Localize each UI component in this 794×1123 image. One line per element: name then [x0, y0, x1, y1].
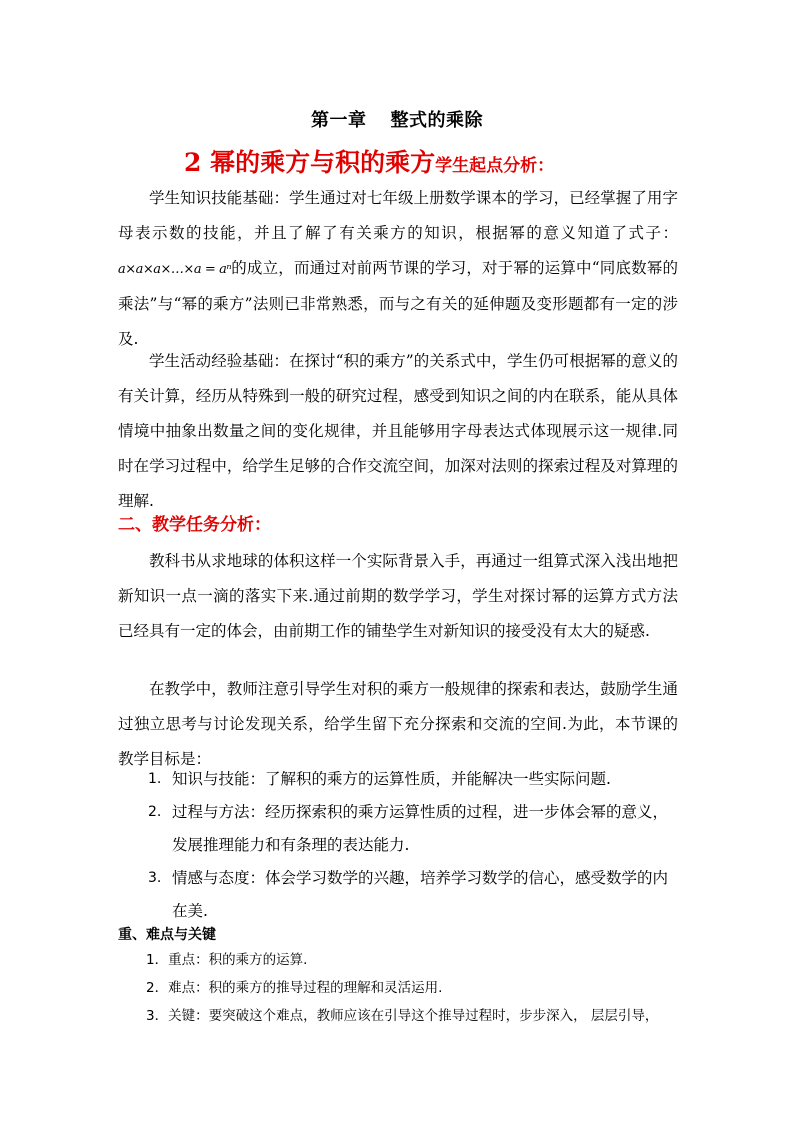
paragraph-text: 的成立，而通过对前两节课的学习，对于幂的运算中“同底数幂的乘法”与“幂的乘方”法则已非常熟悉，而与之有关的延伸题及变形题都有一定的涉及. — [118, 259, 678, 348]
section-title-student-analysis: 学生起点分析： — [435, 156, 555, 176]
list-item — [118, 763, 678, 796]
list-item — [118, 796, 678, 862]
list-item: 2．难点：积的乘方的推导过程的理解和灵活运用. — [146, 980, 443, 996]
paragraph-text: 学生知识技能基础：学生通过对七年级上册数学课本的学习，已经掌握了用字母表示数的技能，并且了解了有关乘方的知识，根据幂的意义知道了式子： — [118, 189, 678, 242]
list-text: 过程与方法：经历探索积的乘方运算性质的过程，进一步体会幂的意义，发展推理能力和有条理的表达能力. — [172, 803, 669, 854]
list-number: 1. — [148, 771, 162, 787]
paragraph-knowledge-basis — [118, 181, 678, 357]
chapter-name: 整式的乘除 — [390, 110, 483, 131]
lesson-title: 2 幂的乘方与积的乘方 — [184, 148, 436, 177]
key-points-heading: 重、难点与关键 — [118, 927, 216, 943]
list-number: 3. — [148, 870, 162, 886]
chapter-heading — [0, 106, 794, 132]
section-heading-task-analysis: 二、教学任务分析： — [118, 515, 271, 535]
list-item — [118, 862, 678, 928]
list-item: 1．重点：积的乘方的运算. — [146, 952, 308, 968]
paragraph-activity-basis: 学生活动经验基础：在探讨“积的乘方”的关系式中，学生仍可根据幂的意义的有关计算，经历从特殊到一般的研究过程，感受到知识之间的内在联系，能从具体情境中抽象出数量之间的变化规律，并且能够用字母表达式体现展示这一规律.同时在学习过程中，给学生足够的合作交流空间，加深对法则的探索过程及对算理的理解. — [118, 352, 678, 510]
chapter-number: 第一章 — [311, 110, 367, 131]
key-points-list — [146, 946, 686, 1030]
teaching-goals-list — [118, 763, 678, 928]
list-number: 2. — [148, 804, 162, 820]
paragraph-textbook: 教科书从求地球的体积这样一个实际背景入手，再通过一组算式深入浅出地把新知识一点一滴的落实下来.通过前期的数学学习，学生对探讨幂的运算方式方法已经具有一定的体会，由前期工作的铺垫学生对新知识的接受没有太大的疑惑. — [118, 552, 678, 640]
list-text: 情感与态度：体会学习数学的兴趣，培养学习数学的信心，感受数学的内在美. — [172, 869, 669, 920]
list-text: 知识与技能：了解积的乘方的运算性质，并能解决一些实际问题. — [172, 770, 611, 788]
paragraph-teaching: 在教学中，教师注意引导学生对积的乘方一般规律的探索和表达，鼓励学生通过独立思考与讨论发现关系，给学生留下充分探索和交流的空间.为此，本节课的教学目标是： — [118, 680, 678, 768]
power-formula: a×a×a×…×a = aⁿ — [118, 262, 232, 277]
lesson-title-line — [184, 143, 554, 179]
list-item: 3．关键：要突破这个难点，教师应该在引导这个推导过程时，步步深入， 层层引导， — [146, 1008, 659, 1024]
